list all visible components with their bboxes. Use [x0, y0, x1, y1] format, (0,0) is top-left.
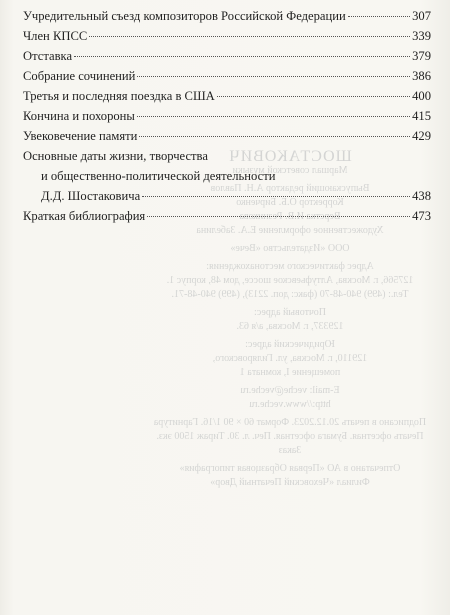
toc-entry [23, 26, 431, 46]
toc-entry-title: Отставка [23, 49, 73, 63]
toc-entry-page: 386 [412, 69, 431, 83]
dot-leader [137, 76, 410, 77]
toc-entry-page: 379 [412, 49, 431, 63]
bleed-email: http://www.veche.ru [249, 399, 331, 410]
bleed-print-info: Печать офсетная. Бумага офсетная. Печ. л. 30. Тираж 1500 экз. [156, 431, 424, 442]
dot-leader [142, 196, 410, 197]
toc-entry-page: 438 [412, 189, 431, 203]
toc-entry-page: 400 [412, 89, 431, 103]
bleed-print-info: Заказ [278, 445, 302, 456]
toc-entry-title: и общественно-политической деятельности [41, 169, 276, 183]
dot-leader [147, 216, 410, 217]
toc-entry-title: Третья и последняя поездка в США [23, 89, 215, 103]
bleed-subtitle: Маршал советской музыки [232, 165, 348, 176]
dot-leader [137, 116, 410, 117]
toc-entry [23, 66, 431, 86]
toc-entry-title: Основные даты жизни, творчества [23, 149, 208, 163]
toc-entry [23, 86, 431, 106]
toc-entry [23, 46, 431, 66]
bleed-printer: Филиал «Чеховский Печатный Двор» [210, 477, 370, 488]
toc-entry-page: 429 [412, 129, 431, 143]
bleed-legal: Юридический адрес: [245, 339, 335, 350]
bleed-address: Адрес фактического местонахождения: [206, 261, 374, 272]
bleed-title: ШОСТАКОВИЧ [228, 148, 352, 165]
toc-entry-title: Д.Д. Шостаковича [41, 189, 141, 203]
bleed-postal: Почтовый адрес: [254, 307, 326, 318]
dot-leader [139, 136, 410, 137]
toc-entry-chronology [23, 146, 431, 206]
bleed-credit: Верстка И.В. Резникова [239, 211, 341, 222]
bleed-print-info: Подписано в печать 20.12.2023. Формат 60 × 90 1/16. Гарнитура [153, 417, 427, 428]
dot-leader [74, 56, 410, 57]
toc-entry [23, 6, 431, 26]
toc-entry-title: Учредительный съезд композиторов Российской Федерации [23, 9, 346, 23]
bleed-legal: 129110, г. Москва, ул. Гиляровского, [212, 353, 368, 364]
toc-entry-title: Увековечение памяти [23, 129, 138, 143]
bleed-legal: помещение I, комната 1 [239, 367, 341, 378]
dot-leader [89, 36, 410, 37]
bleed-address: Тел.: (499) 940-48-70 (факс: доп. 2213), (499) 940-48-71. [171, 289, 409, 300]
bleed-address: 127566, г. Москва, Алтуфьевское шоссе, дом 48, корпус 1. [166, 275, 414, 286]
toc-entry-title: Член КПСС [23, 29, 88, 43]
dot-leader [348, 16, 410, 17]
bleed-printer: Отпечатано в АО «Первая Образцовая типография» [179, 463, 401, 474]
toc-entry-page: 473 [412, 209, 431, 223]
toc-entry-title: Краткая библиография [23, 209, 146, 223]
bleed-postal: 129337, г. Москва, а/я 63. [236, 321, 344, 332]
table-of-contents [23, 6, 431, 226]
toc-entry [23, 106, 431, 126]
toc-entry-page: 339 [412, 29, 431, 43]
toc-entry-title: Собрание сочинений [23, 69, 136, 83]
toc-entry [23, 126, 431, 146]
bleed-credit: Выпускающий редактор А.Н. Павлов [210, 183, 370, 194]
bleed-publisher: ООО «Издательство «Вече» [230, 243, 350, 254]
dot-leader [217, 96, 410, 97]
toc-entry [23, 206, 431, 226]
bleed-credit: Художественное оформление Е.А. Забелина [196, 225, 384, 236]
bleed-credit: Корректор О.Б. Бирченко [236, 197, 344, 208]
toc-entry-page: 415 [412, 109, 431, 123]
bleed-email: E-mail: veche@veche.ru [240, 385, 340, 396]
toc-entry-page: 307 [412, 9, 431, 23]
toc-entry-row [23, 186, 431, 206]
toc-entry-title: Кончина и похороны [23, 109, 135, 123]
